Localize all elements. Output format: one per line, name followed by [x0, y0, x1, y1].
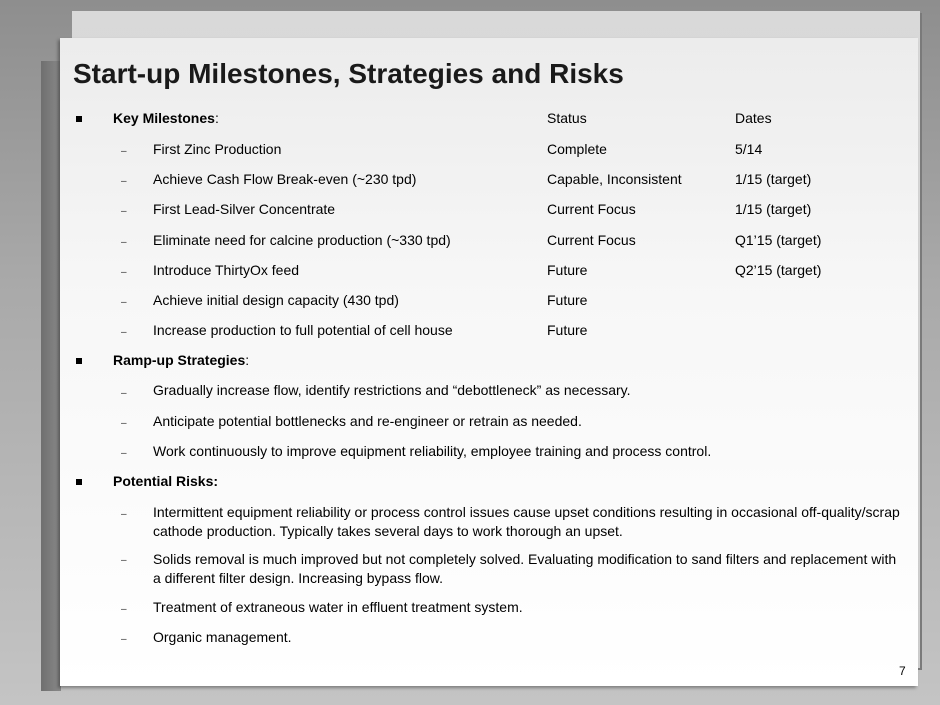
dash-bullet-icon: – [121, 267, 127, 278]
milestone-label: Achieve initial design capacity (430 tpd) [153, 292, 399, 308]
milestone-label: Achieve Cash Flow Break-even (~230 tpd) [153, 171, 417, 187]
bullet-square-icon [76, 479, 82, 485]
page-number: 7 [899, 664, 906, 678]
dash-bullet-icon: – [121, 176, 127, 187]
dash-bullet-icon: – [121, 388, 127, 399]
milestone-date: Q1’15 (target) [735, 232, 822, 248]
risks-heading: Potential Risks: [113, 473, 219, 489]
milestone-status: Current Focus [547, 201, 636, 217]
milestone-label: Introduce ThirtyOx feed [153, 262, 300, 278]
dash-bullet-icon: – [121, 509, 127, 520]
dash-bullet-icon: – [121, 297, 127, 308]
slide-frame-side [41, 61, 61, 691]
milestone-label: Eliminate need for calcine production (~330 tpd) [153, 232, 451, 248]
milestone-status: Complete [547, 141, 607, 157]
page-title: Start-up Milestones, Strategies and Risks [73, 58, 624, 89]
milestone-status: Future [547, 262, 588, 278]
milestone-status: Future [547, 292, 588, 308]
milestone-date: Q2’15 (target) [735, 262, 822, 278]
milestone-date: 1/15 (target) [735, 201, 812, 217]
dash-bullet-icon: – [121, 448, 127, 459]
risk-text: Solids removal is much improved but not completely solved. Evaluating modification to sand filters and replacement with a different filter design. Increasing bypass flow. [153, 551, 897, 586]
risk-text: Intermittent equipment reliability or process control issues cause upset conditions resulting in occasional off-quality/scrap cathode production. Typically takes several days to work thorough an upset. [153, 504, 900, 539]
milestone-label: Increase production to full potential of cell house [153, 322, 453, 338]
dash-bullet-icon: – [121, 555, 127, 566]
status-column-header: Status [547, 110, 587, 126]
dash-bullet-icon: – [121, 418, 127, 429]
risk-text: Treatment of extraneous water in effluent treatment system. [153, 599, 523, 615]
milestone-label: First Zinc Production [153, 141, 282, 157]
strategies-heading: Ramp-up Strategies: [113, 352, 250, 368]
bullet-square-icon [76, 358, 82, 364]
milestone-date: 1/15 (target) [735, 171, 812, 187]
milestone-status: Future [547, 322, 588, 338]
dash-bullet-icon: – [121, 206, 127, 217]
risk-text: Organic management. [153, 629, 292, 645]
strategy-text: Work continuously to improve equipment reliability, employee training and process control. [153, 443, 712, 459]
dash-bullet-icon: – [121, 237, 127, 248]
milestone-date: 5/14 [735, 141, 763, 157]
milestone-status: Capable, Inconsistent [547, 171, 682, 187]
milestone-label: First Lead-Silver Concentrate [153, 201, 336, 217]
dash-bullet-icon: – [121, 604, 127, 615]
dash-bullet-icon: – [121, 146, 127, 157]
bullet-square-icon [76, 116, 82, 122]
milestone-status: Current Focus [547, 232, 636, 248]
strategy-text: Gradually increase flow, identify restrictions and “debottleneck” as necessary. [153, 382, 631, 398]
dash-bullet-icon: – [121, 634, 127, 645]
strategy-text: Anticipate potential bottlenecks and re-engineer or retrain as needed. [153, 413, 582, 429]
dash-bullet-icon: – [121, 327, 127, 338]
dates-column-header: Dates [735, 110, 772, 126]
milestones-heading: Key Milestones: [113, 110, 219, 126]
